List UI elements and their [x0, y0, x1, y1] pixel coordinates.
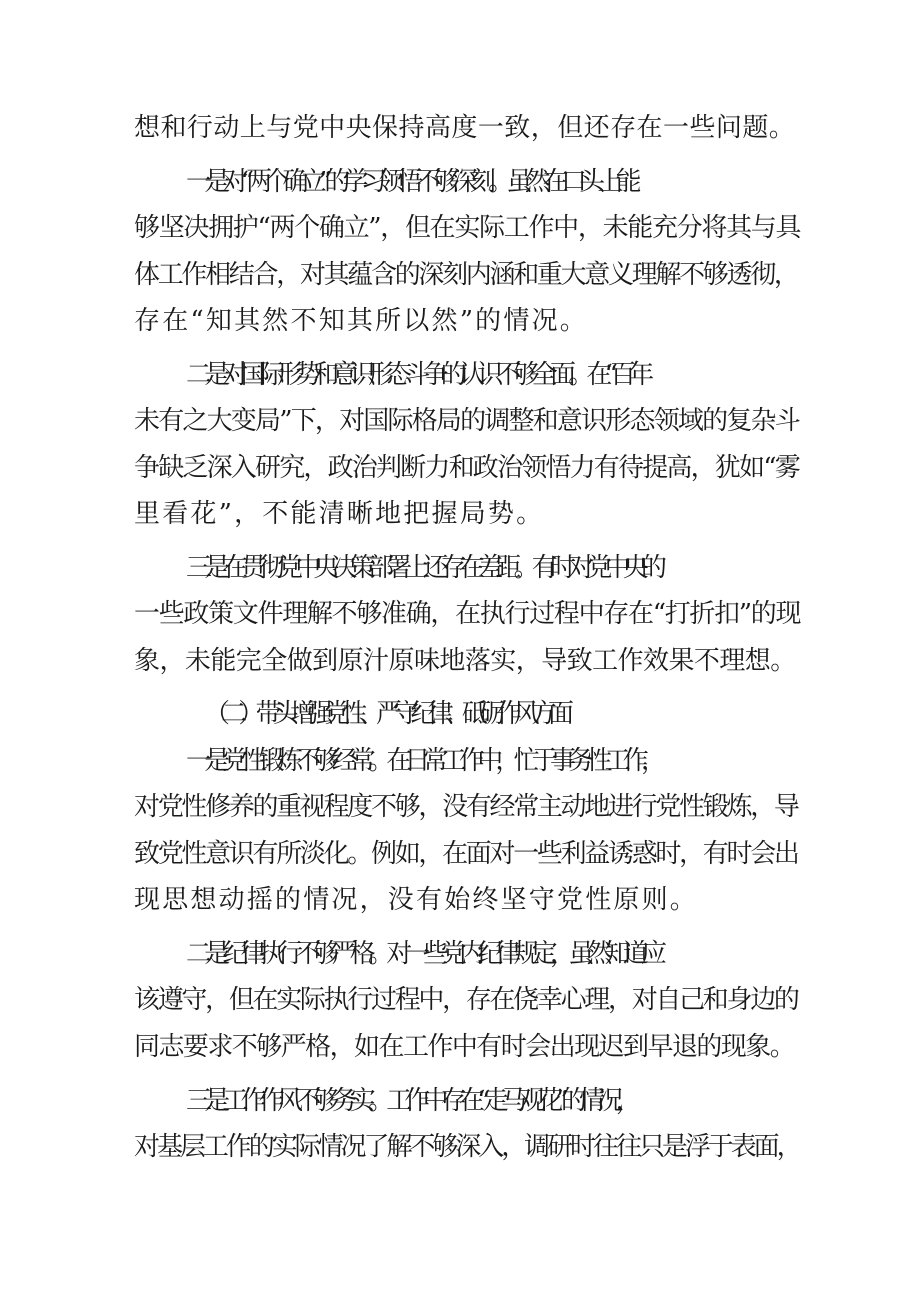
- text-line: 体工作相结合，对其蕴含的深刻内涵和重大意义理解不够透彻，: [134, 260, 798, 290]
- text-line: 致党性意识有所淡化。例如，在面对一些利益诱惑时，有时会出: [134, 839, 798, 869]
- text-line: 里看花”，不能清晰地把握局势。: [134, 499, 545, 529]
- paragraph-start: 三是在贯彻党中央决策部署上还存在差距。有时对党中央的: [186, 553, 660, 583]
- text-line: 现思想动摇的情况，没有始终坚守党性原则。: [134, 885, 699, 915]
- text-line: 想和行动上与党中央保持高度一致，但还存在一些问题。: [134, 113, 796, 143]
- text-line: 一些政策文件理解不够准确，在执行过程中存在“打折扣”的现: [134, 599, 801, 629]
- text-line: 够坚决拥护“两个确立”，但在实际工作中，未能充分将其与具: [134, 213, 801, 243]
- section-heading: （二）带头增强党性、严守纪律、砥砺作风方面: [204, 699, 566, 729]
- text-line: 同志要求不够严格，如在工作中有时会出现迟到早退的现象。: [134, 1032, 795, 1062]
- text-line: 象，未能完全做到原汁原味地落实，导致工作效果不理想。: [134, 646, 796, 676]
- text-line: 对党性修养的重视程度不够，没有经常主动地进行党性锻炼，导: [134, 792, 798, 822]
- text-line: 该遵守，但在实际执行过程中，存在侥幸心理，对自己和身边的: [134, 985, 798, 1015]
- text-line: 存在“知其然不知其所以然”的情况。: [134, 306, 588, 336]
- paragraph-start: 二是对国际形势和意识形态斗争的认识不够全面。在“百年: [186, 360, 647, 390]
- paragraph-start: 三是工作作风不够务实。工作中存在“走马观花”的情况，: [186, 1086, 634, 1116]
- paragraph-start: 二是纪律执行不够严格。对一些党内纪律规定，虽然知道应: [186, 939, 660, 969]
- text-line: 对基层工作的实际情况了解不够深入，调研时往往只是浮于表面，: [134, 1132, 800, 1162]
- text-line: 未有之大变局”下，对国际格局的调整和意识形态领域的复杂斗: [134, 406, 799, 436]
- paragraph-start: 一是党性锻炼不够经常。在日常工作中，忙于事务性工作，: [186, 746, 660, 776]
- paragraph-start: 一是对“两个确立”的学习领悟不够深刻。虽然在口头上能: [186, 167, 634, 197]
- text-line: 争缺乏深入研究，政治判断力和政治领悟力有待提高，犹如“雾: [134, 453, 799, 483]
